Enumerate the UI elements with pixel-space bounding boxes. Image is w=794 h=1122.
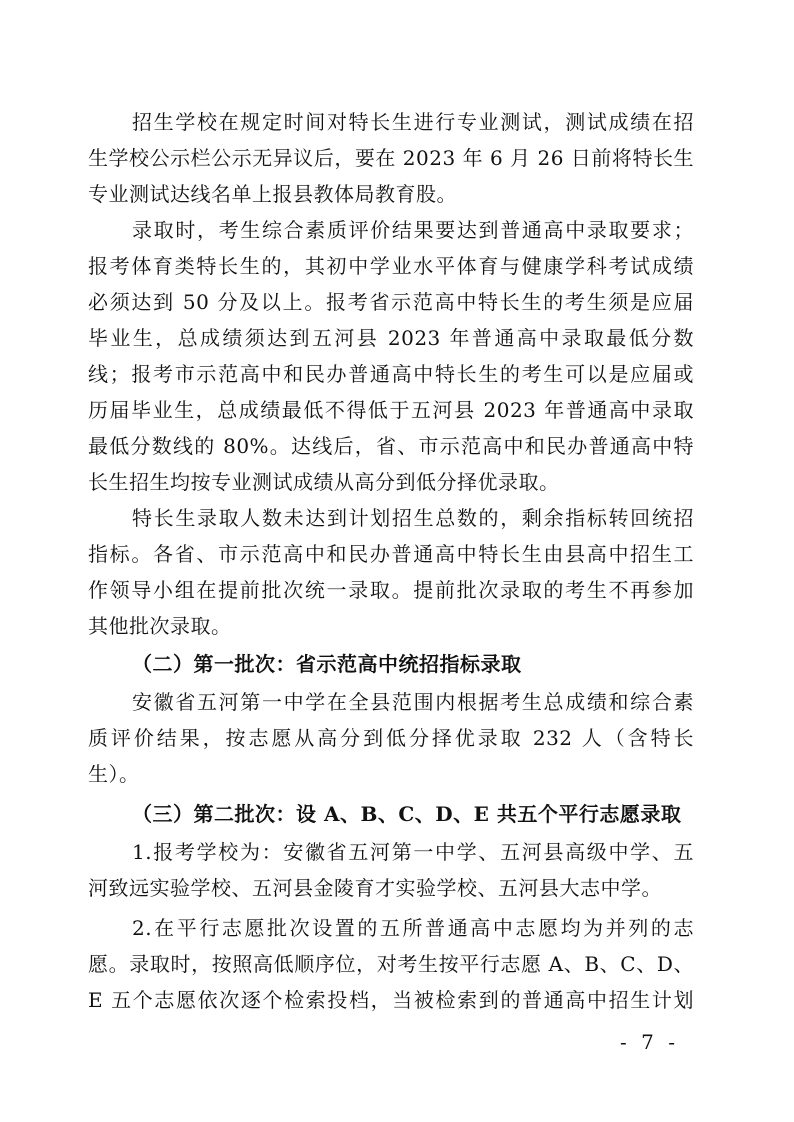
paragraph-line: 河致远实验学校、五河县金陵育才实验学校、五河县大志中学。 [88,876,662,900]
paragraph-line: 2.在平行志愿批次设置的五所普通高中志愿均为并列的志 [132,916,694,940]
paragraph-line: 线；报考市示范高中和民办普通高中特长生的考生可以是应届或 [88,362,694,386]
section-heading: （二）第一批次：省示范高中统招指标录取 [132,652,522,676]
paragraph-line: 报考体育类特长生的，其初中学业水平体育与健康学科考试成绩 [88,254,694,278]
paragraph-line: 愿。录取时，按照高低顺序位，对考生按平行志愿 A、B、C、D、 [88,952,694,976]
paragraph-line: 专业测试达线名单上报县教体局教育股。 [88,182,457,206]
paragraph-line: 最低分数线的 80%。达线后，省、市示范高中和民办普通高中特 [88,434,694,458]
paragraph-line: 长生招生均按专业测试成绩从高分到低分择优录取。 [88,470,560,494]
paragraph-line: E 五个志愿依次逐个检索投档，当被检索到的普通高中招生计划 [88,988,694,1012]
paragraph-line: 生）。 [88,762,140,786]
paragraph-line: 1.报考学校为：安徽省五河第一中学、五河县高级中学、五 [132,840,694,864]
paragraph-line: 录取时，考生综合素质评价结果要达到普通高中录取要求； [132,218,694,242]
paragraph-line: 毕业生，总成绩须达到五河县 2023 年普通高中录取最低分数 [88,326,694,350]
paragraph-line: 安徽省五河第一中学在全县范围内根据考生总成绩和综合素 [132,690,694,714]
section-heading: （三）第二批次：设 A、B、C、D、E 共五个平行志愿录取 [132,802,682,826]
paragraph-line: 必须达到 50 分及以上。报考省示范高中特长生的考生须是应届 [88,290,694,314]
paragraph-line: 招生学校在规定时间对特长生进行专业测试，测试成绩在招 [132,110,694,134]
page-number: - 7 - [620,1030,679,1054]
paragraph-line: 其他批次录取。 [88,614,232,638]
paragraph-line: 作领导小组在提前批次统一录取。提前批次录取的考生不再参加 [88,578,694,602]
paragraph-line: 特长生录取人数未达到计划招生总数的，剩余指标转回统招 [132,506,694,530]
paragraph-line: 指标。各省、市示范高中和民办普通高中特长生由县高中招生工 [88,542,694,566]
paragraph-line: 质评价结果，按志愿从高分到低分择优录取 232 人（含特长 [88,726,694,750]
paragraph-line: 生学校公示栏公示无异议后，要在 2023 年 6 月 26 日前将特长生 [88,146,694,170]
paragraph-line: 历届毕业生，总成绩最低不得低于五河县 2023 年普通高中录取 [88,398,694,422]
